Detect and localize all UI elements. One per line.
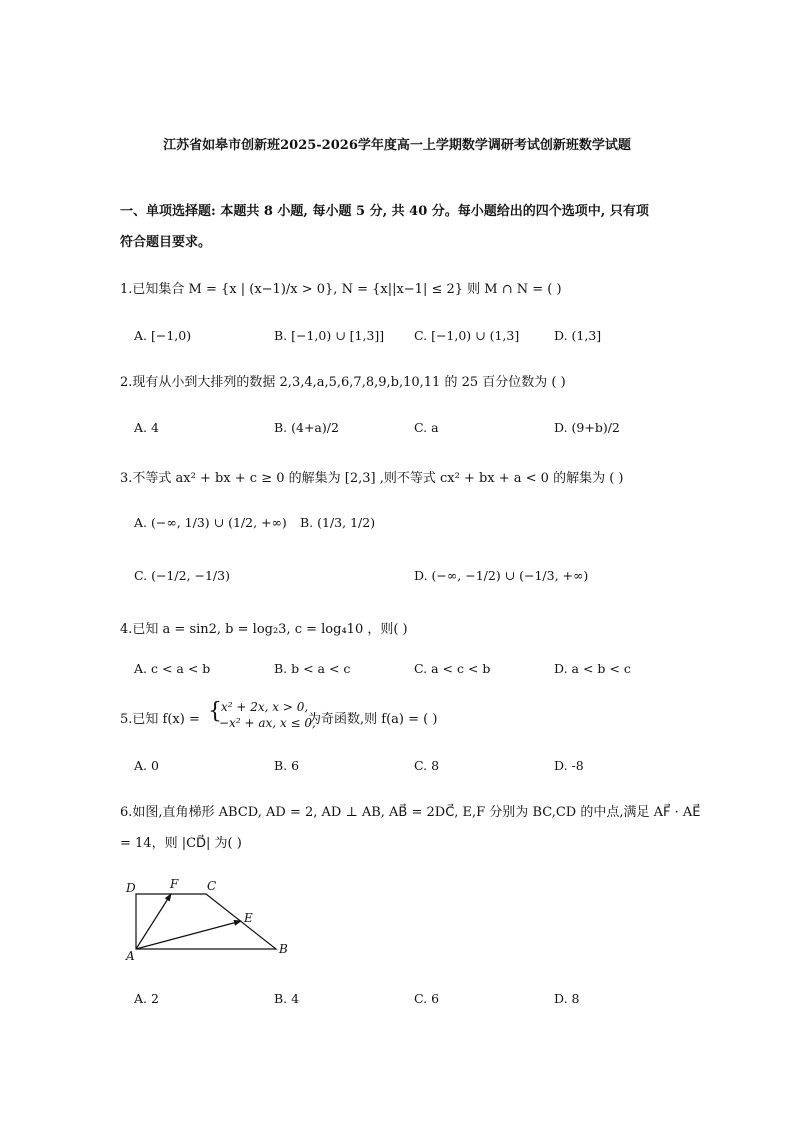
page-title: 江苏省如皋市创新班2025-2026学年度高一上学期数学调研考试创新班数学试题: [163, 138, 631, 153]
q5-piece-2: −x² + ax, x ≤ 0,: [219, 716, 316, 730]
q1-option-b: B. [−1,0) ∪ [1,3]]: [274, 328, 385, 343]
q2-option-b: B. (4+a)/2: [274, 420, 339, 435]
q5-option-c: C. 8: [414, 758, 440, 773]
q5-piece-1: x² + 2x, x > 0,: [221, 700, 309, 714]
section-heading-line1: 一、单项选择题: 本题共 8 小题, 每小题 5 分, 共 40 分。每小题给出的四个选项中, 只有项: [120, 204, 649, 219]
q3-option-c: C. (−1/2, −1/3): [134, 568, 230, 583]
q2-option-a: A. 4: [134, 420, 159, 435]
label-f: F: [170, 877, 179, 891]
q6-option-d: D. 8: [554, 991, 580, 1006]
label-e: E: [244, 911, 253, 925]
q3-option-d: D. (−∞, −1/2) ∪ (−1/3, +∞): [414, 568, 589, 583]
question-3-stem: 3.不等式 ax² + bx + c ≥ 0 的解集为 [2,3] ,则不等式 cx² + bx + a < 0 的解集为 ( ): [120, 471, 624, 486]
question-6-stem-line1: 6.如图,直角梯形 ABCD, AD = 2, AD ⊥ AB, AB⃗ = 2DC⃗, E,F 分别为 BC,CD 的中点,满足 AF⃗ · AE⃗: [120, 805, 701, 820]
question-6-stem-line2: = 14，则 |CD⃗| 为( ): [120, 836, 242, 851]
q6-option-c: C. 6: [414, 991, 440, 1006]
q6-option-a: A. 2: [134, 991, 159, 1006]
label-a: A: [126, 949, 135, 963]
q3-option-a: A. (−∞, 1/3) ∪ (1/2, +∞): [134, 515, 287, 530]
left-brace: {: [208, 699, 222, 724]
q4-option-c: C. a < c < b: [414, 661, 491, 676]
label-c: C: [207, 879, 217, 893]
q5-option-d: D. -8: [554, 758, 584, 773]
question-4-stem: 4.已知 a = sin2, b = log₂3, c = log₄10 ，则( ): [120, 622, 408, 637]
q5-option-a: A. 0: [134, 758, 159, 773]
q2-option-d: D. (9+b)/2: [554, 420, 620, 435]
q6-option-b: B. 4: [274, 991, 300, 1006]
question-5-stem-suffix: 为奇函数,则 f(a) = ( ): [308, 712, 438, 727]
trapezoid-figure: [118, 872, 298, 967]
q3-option-b: B. (1/3, 1/2): [300, 515, 376, 530]
section-heading-line2: 符合题目要求。: [120, 235, 212, 250]
q1-option-a: A. [−1,0): [134, 328, 192, 343]
label-d: D: [126, 881, 136, 895]
label-b: B: [279, 942, 288, 956]
q1-option-c: C. [−1,0) ∪ (1,3]: [414, 328, 520, 343]
q5-option-b: B. 6: [274, 758, 300, 773]
question-5-stem-prefix: 5.已知 f(x) =: [120, 712, 200, 727]
question-1-stem: 1.已知集合 M = {x | (x−1)/x > 0}, N = {x||x−1| ≤ 2} 则 M ∩ N = ( ): [120, 282, 562, 297]
question-2-stem: 2.现有从小到大排列的数据 2,3,4,a,5,6,7,8,9,b,10,11 的 25 百分位数为 ( ): [120, 375, 566, 390]
q2-option-c: C. a: [414, 420, 439, 435]
q4-option-d: D. a < b < c: [554, 661, 631, 676]
q1-option-d: D. (1,3]: [554, 328, 602, 343]
q4-option-a: A. c < a < b: [134, 661, 211, 676]
q4-option-b: B. b < a < c: [274, 661, 351, 676]
